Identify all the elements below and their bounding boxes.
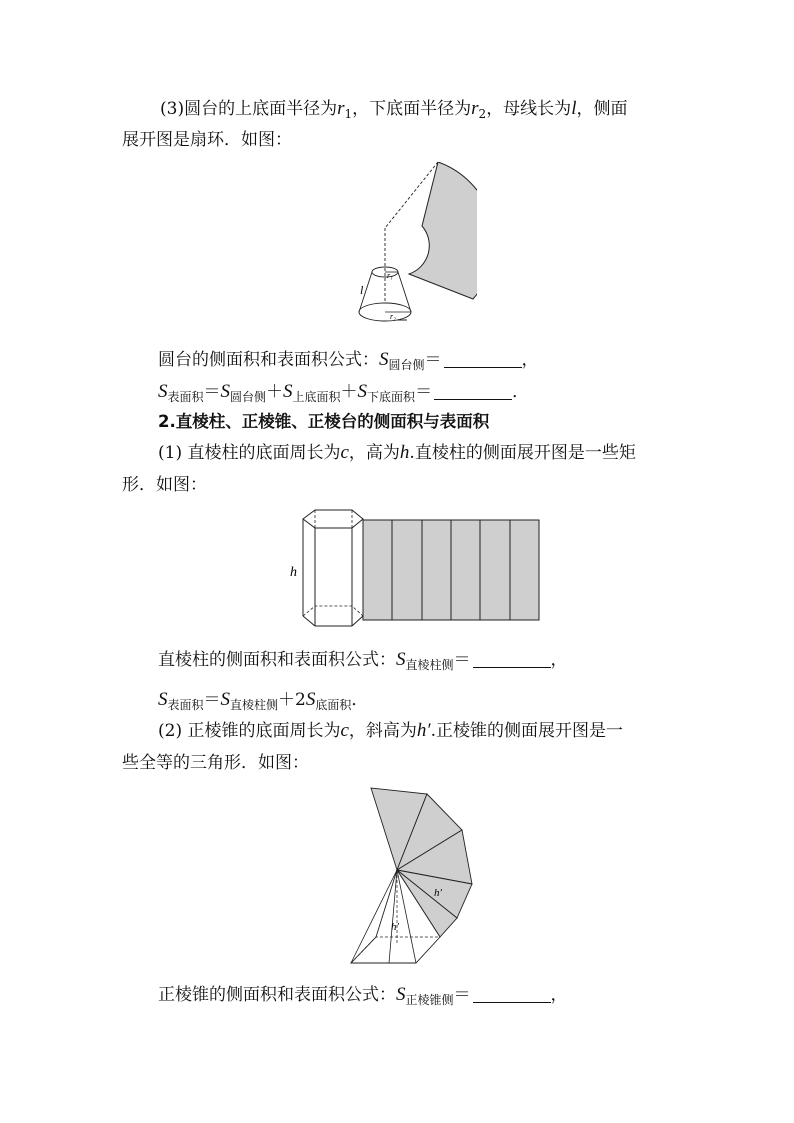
answer-blank[interactable] bbox=[473, 984, 551, 1003]
answer-blank[interactable] bbox=[444, 349, 522, 368]
paragraph-frustum-line1: (3)圆台的上底面半径为$r_1$，下底面半径为$r_2$，母线长为l，侧面 bbox=[160, 98, 628, 121]
paragraph-pyramid-line2: 些全等的三角形．如图： bbox=[122, 753, 309, 773]
paragraph-pyramid-line1: (2) 正棱锥的底面周长为c，斜高为h′.正棱锥的侧面展开图是一 bbox=[158, 720, 623, 741]
prism-formula-line: 直棱柱的侧面积和表面积公式：$S_{直棱柱侧}=$ ， bbox=[158, 649, 568, 672]
paragraph-frustum-line2: 展开图是扇环．如图： bbox=[122, 130, 292, 150]
paragraph-prism-line1: (1) 直棱柱的底面周长为c，高为h.直棱柱的侧面展开图是一些矩 bbox=[158, 442, 636, 463]
frustum-formula-line: 圆台的侧面积和表面积公式：$S_{圆台侧}=$ ， bbox=[158, 349, 539, 372]
label-h: h bbox=[290, 565, 297, 580]
label-slant-l: l bbox=[360, 283, 364, 297]
prism-unfold-figure bbox=[285, 506, 545, 634]
label-slant-height-2: h′ bbox=[391, 921, 399, 933]
frustum-total-formula-line: $S_{表面积}=S_{圆台侧}+S_{上底面积}+S_{下底面积}=$ ． bbox=[158, 381, 530, 404]
paragraph-prism-line2: 形．如图： bbox=[122, 475, 207, 495]
answer-blank[interactable] bbox=[434, 381, 512, 400]
answer-blank[interactable] bbox=[473, 649, 551, 668]
label-r2: r₂ bbox=[390, 312, 396, 321]
prism-total-formula-line: $S_{表面积}=S_{直棱柱侧}+2S_{底面积}$． bbox=[158, 689, 369, 712]
label-slant-height-1: h′ bbox=[434, 887, 442, 899]
label-r1: r₁ bbox=[387, 271, 393, 280]
pyramid-unfold-figure bbox=[346, 784, 476, 966]
pyramid-formula-line: 正棱锥的侧面积和表面积公式：$S_{正棱锥侧}=$ ， bbox=[158, 984, 568, 1007]
frustum-unfold-figure bbox=[355, 162, 477, 332]
section-title: 2.直棱柱、正棱锥、正棱台的侧面积与表面积 bbox=[158, 412, 490, 431]
